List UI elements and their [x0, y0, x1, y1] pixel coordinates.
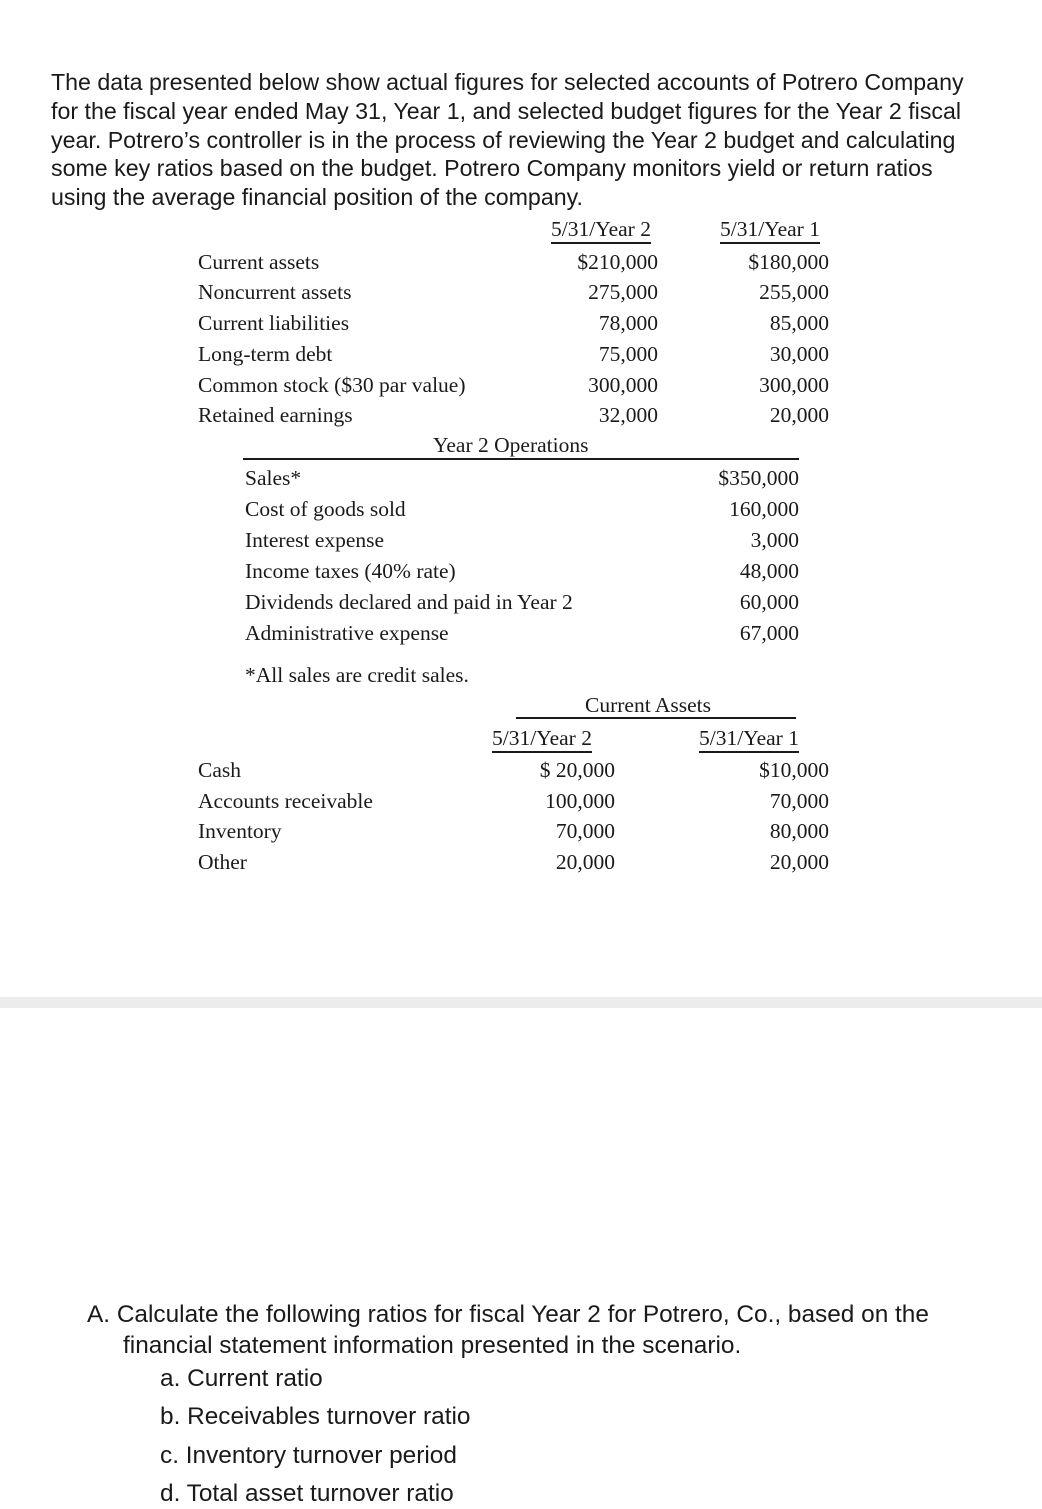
value-year2: 70,000: [555, 819, 615, 843]
question-item: d. Total asset turnover ratio: [160, 1480, 454, 1507]
row-value: $350,000: [718, 466, 799, 490]
row-label: Cash: [198, 758, 241, 782]
row-label: Other: [198, 850, 247, 874]
balance-header-year1: 5/31/Year 1: [720, 216, 820, 244]
row-label: Inventory: [198, 819, 282, 843]
ca-header-year2: 5/31/Year 2: [492, 725, 592, 753]
current-assets-title: Current Assets: [585, 693, 712, 717]
question-block: [87, 1299, 1007, 1361]
value-year2: 78,000: [598, 311, 658, 335]
question-text: A. Calculate the following ratios for fiscal Year 2 for Potrero, Co., based on the financial statement information presented in the scenario.: [87, 1301, 929, 1359]
value-year1: 80,000: [769, 819, 829, 843]
value-year2: 32,000: [598, 403, 658, 427]
value-year1: 20,000: [769, 850, 829, 874]
value-year2: 100,000: [545, 789, 615, 813]
value-year2: 20,000: [555, 850, 615, 874]
row-label: Accounts receivable: [198, 789, 373, 813]
value-year2: 75,000: [598, 342, 658, 366]
intro-paragraph: The data presented below show actual figures for selected accounts of Potrero Company for the fiscal year ended May 31, Year 1, and selected budget figures for the Year 2 fiscal year. Potrero’s controller is in the process of reviewing the Year 2 budget and calculating some key ratios based on the budget. Potrero Company monitors yield or return ratios using the average financial position of the company.: [51, 69, 964, 211]
row-value: 3,000: [750, 528, 799, 552]
row-label: Current liabilities: [198, 311, 350, 335]
row-label: Current assets: [198, 250, 320, 274]
row-value: 67,000: [739, 621, 799, 645]
value-year1: 30,000: [769, 342, 829, 366]
value-year1: 20,000: [769, 403, 829, 427]
row-label: Income taxes (40% rate): [245, 559, 456, 583]
current-assets-rule: [516, 717, 796, 719]
value-year2: 300,000: [588, 373, 658, 397]
row-label: Retained earnings: [198, 403, 353, 427]
row-value: 48,000: [739, 559, 799, 583]
question-item: a. Current ratio: [160, 1365, 323, 1392]
row-label: Interest expense: [245, 528, 385, 552]
ca-header-year1: 5/31/Year 1: [699, 725, 799, 753]
row-label: Long-term debt: [198, 342, 333, 366]
value-year2: $ 20,000: [539, 758, 615, 782]
value-year1: 70,000: [769, 789, 829, 813]
value-year2: $210,000: [577, 250, 658, 274]
row-label: Administrative expense: [245, 621, 449, 645]
value-year1: 85,000: [769, 311, 829, 335]
value-year2: 275,000: [588, 280, 658, 304]
row-value: 160,000: [729, 497, 799, 521]
question-item: b. Receivables turnover ratio: [160, 1403, 471, 1430]
row-label: Dividends declared and paid in Year 2: [245, 590, 573, 614]
row-label: Cost of goods sold: [245, 497, 406, 521]
operations-title: Year 2 Operations: [433, 433, 589, 457]
row-label: Noncurrent assets: [198, 280, 352, 304]
value-year1: $10,000: [759, 758, 829, 782]
operations-rule: [243, 458, 799, 460]
value-year1: 300,000: [759, 373, 829, 397]
section-divider: [0, 997, 1042, 1008]
question-item: c. Inventory turnover period: [160, 1442, 457, 1469]
footnote: *All sales are credit sales.: [245, 663, 469, 687]
value-year1: 255,000: [759, 280, 829, 304]
row-label: Sales*: [245, 466, 302, 490]
balance-header-year2: 5/31/Year 2: [551, 216, 651, 244]
row-value: 60,000: [739, 590, 799, 614]
value-year1: $180,000: [748, 250, 829, 274]
row-label: Common stock ($30 par value): [198, 373, 466, 397]
